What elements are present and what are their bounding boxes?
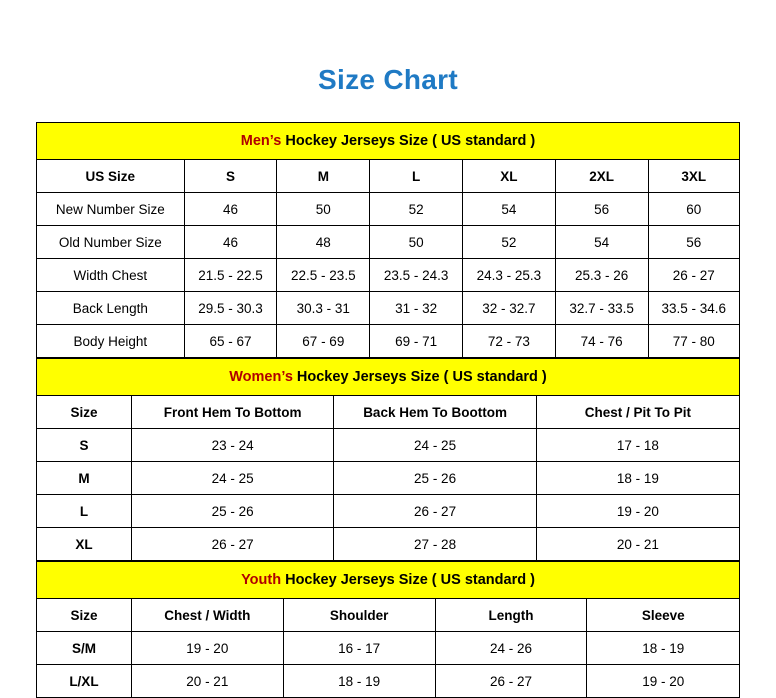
womens-banner-rest: Hockey Jerseys Size ( US standard ) [292,369,547,385]
womens-cell: 27 - 28 [334,528,536,561]
womens-col-header: Size [37,396,132,429]
youth-row-label: L/XL [37,665,132,698]
womens-row-label: S [37,429,132,462]
table-row [37,226,740,259]
mens-cell: 54 [462,193,555,226]
table-row [37,665,740,698]
mens-banner-row [37,123,740,160]
womens-row-label: L [37,495,132,528]
womens-cell: 25 - 26 [131,495,333,528]
table-row [37,429,740,462]
mens-cell: 77 - 80 [648,325,739,358]
youth-banner-rest: Hockey Jerseys Size ( US standard ) [281,572,535,588]
womens-col-header: Back Hem To Boottom [334,396,536,429]
mens-size-table [36,122,740,358]
youth-cell: 18 - 19 [587,632,740,665]
mens-cell: 65 - 67 [184,325,277,358]
mens-col-header: 3XL [648,160,739,193]
youth-banner [37,562,740,599]
table-row [37,193,740,226]
youth-cell: 24 - 26 [435,632,587,665]
mens-cell: 32 - 32.7 [462,292,555,325]
womens-cell: 26 - 27 [334,495,536,528]
youth-cell: 18 - 19 [283,665,435,698]
womens-cell: 25 - 26 [334,462,536,495]
mens-cell: 29.5 - 30.3 [184,292,277,325]
mens-cell: 50 [370,226,463,259]
mens-cell: 24.3 - 25.3 [462,259,555,292]
mens-cell: 32.7 - 33.5 [555,292,648,325]
mens-cell: 72 - 73 [462,325,555,358]
table-row [37,396,740,429]
mens-banner-rest: Hockey Jerseys Size ( US standard ) [281,133,536,149]
youth-cell: 26 - 27 [435,665,587,698]
mens-cell: 46 [184,193,277,226]
mens-col-header: S [184,160,277,193]
mens-cell: 67 - 69 [277,325,370,358]
mens-cell: 52 [370,193,463,226]
youth-col-header: Length [435,599,587,632]
womens-row-label: M [37,462,132,495]
womens-banner-accent: Women’s [229,369,293,385]
youth-banner-row [37,562,740,599]
mens-cell: 26 - 27 [648,259,739,292]
youth-row-label: S/M [37,632,132,665]
table-row [37,495,740,528]
mens-row-label: Old Number Size [37,226,185,259]
table-row [37,325,740,358]
mens-row-label: Back Length [37,292,185,325]
youth-cell: 16 - 17 [283,632,435,665]
mens-cell: 31 - 32 [370,292,463,325]
mens-banner-accent: Men’s [240,133,282,149]
table-row [37,160,740,193]
mens-cell: 54 [555,226,648,259]
mens-cell: 52 [462,226,555,259]
table-row [37,259,740,292]
table-row [37,462,740,495]
table-row [37,292,740,325]
womens-col-header: Chest / Pit To Pit [536,396,739,429]
mens-col-header: L [370,160,463,193]
mens-row-label: Body Height [37,325,185,358]
womens-col-header: Front Hem To Bottom [131,396,333,429]
womens-banner [37,359,740,396]
youth-col-header: Sleeve [587,599,740,632]
table-row [37,599,740,632]
mens-cell: 56 [648,226,739,259]
mens-cell: 23.5 - 24.3 [370,259,463,292]
mens-row-label: New Number Size [37,193,185,226]
mens-row-label: Width Chest [37,259,185,292]
mens-cell: 25.3 - 26 [555,259,648,292]
mens-cell: 60 [648,193,739,226]
mens-cell: 74 - 76 [555,325,648,358]
mens-cell: 69 - 71 [370,325,463,358]
youth-cell: 19 - 20 [587,665,740,698]
youth-cell: 20 - 21 [131,665,283,698]
size-tables-container [36,122,740,698]
mens-cell: 22.5 - 23.5 [277,259,370,292]
mens-cell: 56 [555,193,648,226]
youth-col-header: Shoulder [283,599,435,632]
mens-cell: 30.3 - 31 [277,292,370,325]
mens-col-header: XL [462,160,555,193]
womens-cell: 24 - 25 [334,429,536,462]
youth-banner-accent: Youth [241,572,282,588]
womens-size-table [36,358,740,561]
womens-cell: 19 - 20 [536,495,739,528]
womens-row-label: XL [37,528,132,561]
womens-cell: 26 - 27 [131,528,333,561]
mens-cell: 48 [277,226,370,259]
mens-cell: 21.5 - 22.5 [184,259,277,292]
table-row [37,632,740,665]
womens-cell: 20 - 21 [536,528,739,561]
mens-cell: 46 [184,226,277,259]
mens-col-header: US Size [37,160,185,193]
table-row [37,528,740,561]
page-title: Size Chart [318,64,458,95]
mens-col-header: 2XL [555,160,648,193]
womens-cell: 24 - 25 [131,462,333,495]
womens-cell: 23 - 24 [131,429,333,462]
youth-size-table [36,561,740,698]
youth-cell: 19 - 20 [131,632,283,665]
mens-cell: 50 [277,193,370,226]
mens-col-header: M [277,160,370,193]
youth-col-header: Chest / Width [131,599,283,632]
mens-cell: 33.5 - 34.6 [648,292,739,325]
womens-cell: 17 - 18 [536,429,739,462]
womens-cell: 18 - 19 [536,462,739,495]
womens-banner-row [37,359,740,396]
youth-col-header: Size [37,599,132,632]
mens-banner [37,123,740,160]
